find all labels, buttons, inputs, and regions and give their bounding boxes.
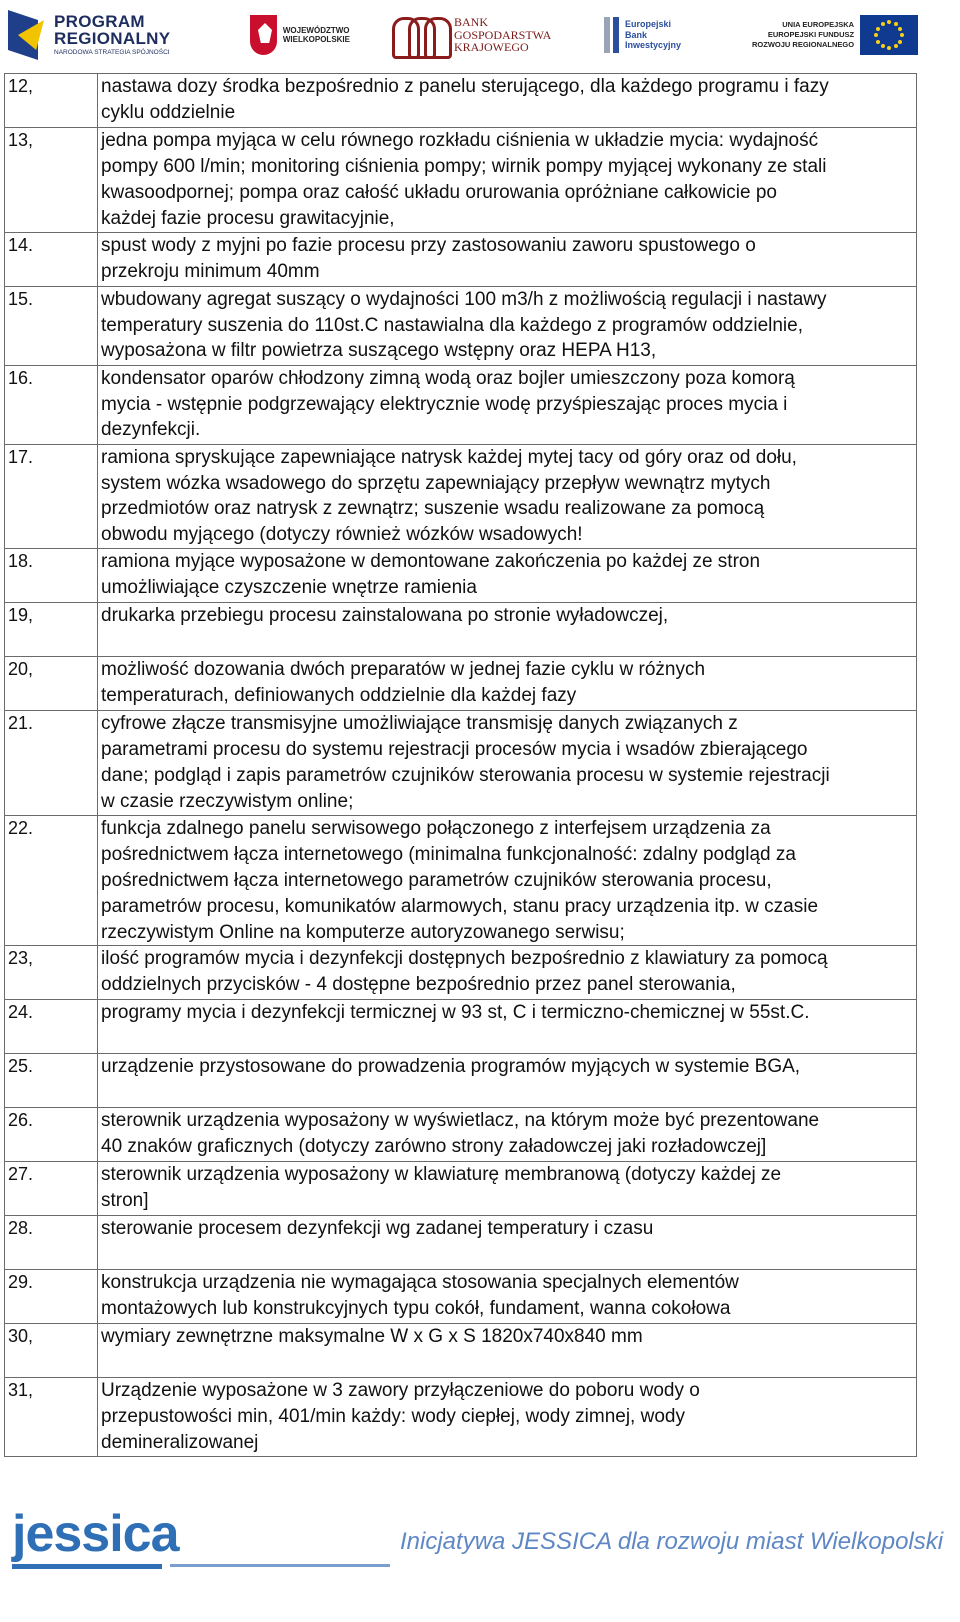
table-row [5,365,917,444]
coat-of-arms-icon [250,15,277,55]
description-line: ilość programów mycia i dezynfekcji dostępnych bezpośrednio z klawiatury za pomocą [101,948,828,970]
description-line: funkcja zdalnego panelu serwisowego połączonego z interfejsem urządzenia za [101,817,771,839]
item-number: 22. [5,815,98,946]
item-description [98,1324,917,1378]
logo-text: EUROPEJSKI FUNDUSZ [767,29,855,39]
table-row [5,1270,917,1324]
description-line: parametrów procesu, komunikatów alarmowych, stanu pracy urządzenia itp. w czasie [101,895,819,917]
table-row [5,286,917,365]
star-icon [887,46,891,50]
description-line: dane; podgląd i zapis parametrów czujników sterowania procesu w systemie rejestracji [101,765,830,787]
program-regionalny-emblem-icon [8,8,46,62]
item-description [98,1162,917,1216]
item-description [98,1216,917,1270]
star-icon [887,20,891,24]
item-number: 29. [5,1270,98,1324]
item-number: 16. [5,365,98,444]
item-number: 13, [5,128,98,233]
footer-divider [170,1564,390,1567]
description-line: mycia - wstępnie podgrzewający elektrycznie wodę przyśpieszając proces mycia i [101,393,788,415]
star-icon [876,27,880,31]
table-row [5,815,917,946]
description-line: spust wody z myjni po fazie procesu przy zastosowaniu zaworu spustowego o [101,234,756,256]
item-number: 24. [5,1000,98,1054]
item-number: 18. [5,549,98,603]
wielkopolska-logo [250,4,350,66]
item-description [98,657,917,711]
star-icon [894,44,898,48]
table-row [5,1216,917,1270]
item-number: 27. [5,1162,98,1216]
item-description [98,1054,917,1108]
star-icon [874,33,878,37]
table-row [5,657,917,711]
table-row [5,711,917,816]
description-line: przedmiotów oraz natrysk z zewnątrz; suszenie wsadu realizowane za pomocą [101,498,765,520]
description-line: wbudowany agregat suszący o wydajności 100 m3/h z możliwością regulacji i nastawy [101,288,827,310]
item-description [98,549,917,603]
logo-text: WOJEWÓDZTWO [282,25,350,35]
ebi-bars-icon [604,17,619,53]
description-line: sterownik urządzenia wyposażony w klawiaturę membranową (dotyczy każdej ze [101,1164,782,1186]
description-line: w czasie rzeczywistym online; [101,790,354,812]
table-row [5,1162,917,1216]
item-number: 26. [5,1108,98,1162]
logo-text: Bank [625,29,648,40]
footer [0,1500,960,1622]
description-line: nastawa dozy środka bezpośrednio z panelu sterującego, dla każdego programu i fazy [101,76,829,97]
bgk-logo [392,4,572,66]
table-row [5,74,917,128]
description-line: cyklu oddzielnie [101,101,236,123]
description-line: pośrednictwem łącza internetowego parametrów czujników sterowania procesu, [101,869,772,891]
star-icon [881,44,885,48]
item-number: 28. [5,1216,98,1270]
logo-text: GOSPODARSTWA [454,27,552,42]
item-number: 14. [5,232,98,286]
item-description [98,1108,917,1162]
item-description [98,128,917,233]
item-description [98,74,917,128]
logo-text: UNIA EUROPEJSKA [782,19,855,29]
table-row [5,603,917,657]
star-icon [898,27,902,31]
item-description [98,1000,917,1054]
item-description [98,1270,917,1324]
item-number: 17. [5,444,98,549]
bgk-monogram-icon [392,15,448,55]
item-description [98,711,917,816]
description-line: rzeczywistym Online na komputerze autoryzowanego serwisu; [101,921,625,943]
description-line: konstrukcja urządzenia nie wymagająca stosowania specjalnych elementów [101,1272,739,1294]
description-line: cyfrowe złącze transmisyjne umożliwiające transmisję danych związanych z [101,713,738,735]
item-description [98,232,917,286]
header-logos [0,0,960,70]
description-line: temperatury suszenia do 110st.C nastawialna dla każdego z programów oddzielnie, [101,314,803,336]
star-icon [876,40,880,44]
star-icon [881,22,885,26]
item-number: 21. [5,711,98,816]
table-row [5,946,917,1000]
description-line: urządzenie przystosowane do prowadzenia programów myjących w systemie BGA, [101,1056,801,1078]
description-line: montażowych lub konstrukcyjnych typu cokół, fundament, wanna cokołowa [101,1298,731,1320]
logo-text: BANK [454,15,489,30]
logo-text: KRAJOWEGO [454,40,529,55]
table-row [5,232,917,286]
table-row [5,1324,917,1378]
logo-text: WIELKOPOLSKIE [282,35,350,44]
ebi-logo [604,4,714,66]
table-row [5,444,917,549]
description-line: kwasoodpornej; pompa oraz całość układu orurowania opróżniane całkowicie po [101,181,777,203]
description-line: stron] [101,1190,149,1212]
logo-text: ROZWOJU REGIONALNEGO [752,40,855,50]
item-description [98,815,917,946]
description-line: kondensator oparów chłodzony zimną wodą oraz bojler umieszczony poza komorą [101,367,795,389]
item-number: 23, [5,946,98,1000]
footer-slogan: Inicjatywa JESSICA dla rozwoju miast Wielkopolski [400,1528,944,1555]
description-line: przekroju minimum 40mm [101,260,320,282]
table-row [5,128,917,233]
item-description [98,1378,917,1457]
description-line: temperaturach, definiowanych oddzielnie dla każdej fazy [101,685,577,707]
description-line: obwodu myjącego (dotyczy również wózków wsadowych! [101,524,583,546]
item-description [98,286,917,365]
item-number: 30, [5,1324,98,1378]
logo-text: NARODOWA STRATEGIA SPÓJNOŚCI [54,49,170,57]
description-line: wyposażona w filtr powietrza suszącego wstępny oraz HEPA H13, [101,340,657,362]
ue-logo [752,4,922,66]
description-line: pompy 600 l/min; monitoring ciśnienia pompy; wirnik pompy myjącej wykonany ze stali [101,155,827,177]
item-number: 31, [5,1378,98,1457]
item-number: 20, [5,657,98,711]
description-line: programy mycia i dezynfekcji termicznej w 93 st, C i termiczno-chemicznej w 55st.C. [101,1002,810,1024]
star-icon [898,40,902,44]
star-icon [900,33,904,37]
description-line: każdej fazie procesu grawitacyjnie, [101,207,395,229]
eu-flag-icon [860,15,918,55]
description-line: umożliwiające czyszczenie wnętrze ramienia [101,577,477,599]
description-line: wymiary zewnętrzne maksymalne W x G x S 1820x740x840 mm [101,1326,643,1348]
description-line: jedna pompa myjąca w celu równego rozkładu ciśnienia w układzie mycia: wydajność [101,130,819,151]
description-line: Urządzenie wyposażone w 3 zawory przyłączeniowe do poboru wody o [101,1380,700,1402]
table-row [5,549,917,603]
program-regionalny-logo [8,4,208,66]
item-description [98,444,917,549]
description-line: sterowanie procesem dezynfekcji wg zadanej temperatury i czasu [101,1218,654,1240]
description-line: dezynfekcji. [101,419,201,441]
table-row [5,1054,917,1108]
description-line: oddzielnych przycisków - 4 dostępne bezpośrednio przez panel sterowania, [101,974,736,996]
jessica-logo: jessica [12,1505,179,1563]
description-line: przepustowości min, 401/min każdy: wody ciepłej, wody zimnej, wody [101,1406,685,1428]
description-line: sterownik urządzenia wyposażony w wyświetlacz, na którym może być prezentowane [101,1110,820,1132]
description-line: parametrami procesu do systemu rejestracji procesów mycia i wsadów zbierającego [101,739,808,761]
description-line: demineralizowanej [101,1432,259,1454]
logo-text: Inwestycyjny [625,40,682,51]
description-line: system wózka wsadowego do sprzętu zapewniający przepływ wewnątrz mytych [101,472,771,494]
description-line: pośrednictwem łącza internetowego (minimalna funkcjonalność: zdalny podgląd za [101,843,796,865]
jessica-underline [12,1564,162,1569]
table-row [5,1108,917,1162]
logo-text: REGIONALNY [54,29,171,49]
table-row [5,1000,917,1054]
item-number: 12, [5,74,98,128]
item-number: 25. [5,1054,98,1108]
table-row [5,1378,917,1457]
description-line: ramiona spryskujące zapewniające natrysk każdej mytej tacy od góry oraz od dołu, [101,446,797,468]
description-line: ramiona myjące wyposażone w demontowane zakończenia po każdej ze stron [101,551,761,573]
specification-table [4,73,917,1457]
item-description [98,603,917,657]
description-line: możliwość dozowania dwóch preparatów w jednej fazie cyklu w różnych [101,659,706,681]
description-line: drukarka przebiegu procesu zainstalowana po stronie wyładowczej, [101,605,669,627]
star-icon [894,22,898,26]
item-description [98,365,917,444]
description-line: 40 znaków graficznych (dotyczy zarówno strony załadowczej jaki rozładowczej] [101,1136,767,1158]
item-description [98,946,917,1000]
logo-text: Europejski [625,18,672,29]
logo-text: PROGRAM [54,12,145,32]
item-number: 15. [5,286,98,365]
item-number: 19, [5,603,98,657]
